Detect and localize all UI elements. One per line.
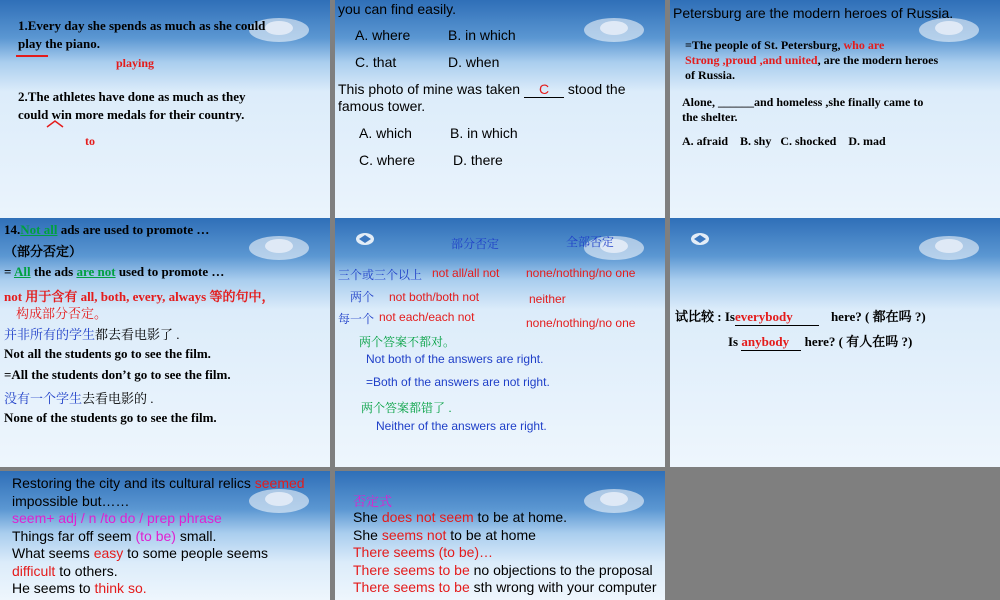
slide-thumbnail-8[interactable] — [335, 471, 665, 600]
partial-negation-label: （部分否定） — [4, 244, 83, 259]
example-2-english: Neither of the answers are right. — [376, 419, 547, 433]
row-1-label: 三个或三个以上 — [338, 268, 423, 282]
logo-icon — [355, 232, 375, 246]
compare-line-1: 试比较 : Iseverybody here? ( 都在吗 ?) — [675, 309, 926, 324]
row-2-label: 两个 — [350, 290, 375, 304]
answer-anybody: anybody — [741, 334, 790, 349]
example-1-chinese: 并非所有的学生都去看电影了 . — [4, 327, 180, 342]
equivalent-sentence: = All the ads are not used to promote … — [4, 264, 225, 279]
pattern-line: seem+ adj / n /to do / prep phrase — [12, 510, 222, 526]
there-seems-example-2: There seems to be sth wrong with your computer — [353, 579, 657, 595]
caret-mark-icon — [46, 119, 64, 129]
example-2-chinese: 没有一个学生去看电影的 . — [4, 391, 154, 406]
example-1-equivalent: =All the students don’t go to see the film. — [4, 367, 231, 382]
answer-1: playing — [116, 56, 155, 70]
example-2-english: None of the students go to see the film. — [4, 410, 217, 425]
option-2-a: A. which — [359, 125, 412, 141]
satellite-icon — [904, 222, 994, 272]
row-1-partial: not all/all not — [432, 266, 500, 280]
example-1: Things far off seem (to be) small. — [12, 528, 217, 544]
options: A. afraid B. shy C. shocked D. mad — [682, 134, 886, 148]
question-continuation: you can find easily. — [338, 1, 457, 17]
row-2-partial: not both/both not — [389, 290, 480, 304]
rewrite-line-2: Strong ,proud ,and united, are the modern heroes — [685, 53, 939, 67]
row-3-total: none/nothing/no one — [526, 316, 636, 330]
satellite-icon — [234, 222, 324, 272]
question-1-line-1: 1.Every day she spends as much as she could — [18, 18, 266, 33]
option-a: A. where — [355, 27, 411, 43]
negative-form-heading: 否定式 — [353, 494, 393, 509]
question-2-line-2: could win more medals for their country. — [18, 107, 245, 122]
row-3-label: 每一个 — [338, 312, 375, 326]
there-seems-example-1: There seems to be no objections to the proposal — [353, 562, 653, 578]
option-2-b: B. in which — [450, 125, 518, 141]
option-b: B. in which — [448, 27, 516, 43]
rewrite-line-3: of Russia. — [685, 68, 736, 82]
slide-thumbnail-6[interactable] — [670, 218, 1000, 467]
example-2-line-2: difficult to others. — [12, 563, 118, 579]
example-1-equivalent: =Both of the answers are not right. — [366, 375, 550, 389]
rewrite-line-1: =The people of St. Petersburg, who are — [685, 38, 885, 52]
question-line-2: famous tower. — [338, 98, 426, 114]
option-c: C. that — [355, 54, 397, 70]
there-seems-pattern: There seems (to be)… — [353, 544, 494, 560]
slide-thumbnail-2[interactable] — [335, 0, 665, 249]
example-2-chinese: 两个答案都错了 . — [361, 401, 452, 415]
question-2-line-1: 2.The athletes have done as much as they — [18, 89, 246, 104]
negative-example-2: She seems not to be at home — [353, 527, 536, 543]
option-d: D. when — [448, 54, 500, 70]
rule-line-2: 构成部分否定。 — [16, 306, 108, 321]
negative-example-1: She does not seem to be at home. — [353, 509, 568, 525]
logo-icon — [690, 232, 710, 246]
text-line-1: Restoring the city and its cultural relics seemed — [12, 475, 305, 491]
row-1-total: none/nothing/no one — [526, 266, 636, 280]
satellite-icon — [569, 4, 659, 54]
question-line-1: Alone, ______and homeless ,she finally came to — [682, 95, 924, 109]
question-1-line-2: play the piano. — [18, 36, 100, 51]
rule-line-1: not 用于含有 all, both, every, always 等的句中， — [4, 289, 275, 304]
slide-thumbnail-3[interactable] — [670, 0, 1000, 249]
point-14-title: 14.Not all ads are used to promote … — [4, 222, 210, 237]
slide-thumbnail-5[interactable] — [335, 218, 665, 467]
answer-mark — [16, 55, 48, 57]
example-1-english: Not both of the answers are right. — [366, 352, 544, 366]
slide-thumbnail-1[interactable] — [0, 0, 330, 249]
question-line-2: the shelter. — [682, 110, 738, 124]
answer-2: to — [85, 134, 95, 148]
option-2-c: C. where — [359, 152, 416, 168]
sentence-continuation: Petersburg are the modern heroes of Russia. — [673, 5, 954, 21]
example-1-chinese: 两个答案不都对。 — [359, 335, 456, 349]
header-partial-negation: 部分否定 — [451, 237, 500, 251]
answer-everybody: everybody — [734, 309, 793, 324]
example-2-line-1: What seems easy to some people seems — [12, 545, 269, 561]
row-3-partial: not each/each not — [379, 310, 475, 324]
example-3: He seems to think so. — [12, 580, 147, 596]
header-total-negation: 全部否定 — [566, 235, 615, 249]
satellite-icon — [569, 475, 659, 525]
option-2-d: D. there — [453, 152, 503, 168]
question-line-1: This photo of mine was taken C stood the — [338, 81, 626, 97]
text-line-2: impossible but…… — [12, 493, 130, 509]
example-1-english: Not all the students go to see the film. — [4, 346, 211, 361]
slide-thumbnail-4[interactable] — [0, 218, 330, 467]
compare-line-2: Is anybody here? ( 有人在吗 ?) — [728, 334, 913, 349]
row-2-total: neither — [529, 292, 566, 306]
slide-thumbnail-7[interactable] — [0, 471, 330, 600]
answer-c: C — [538, 81, 550, 97]
